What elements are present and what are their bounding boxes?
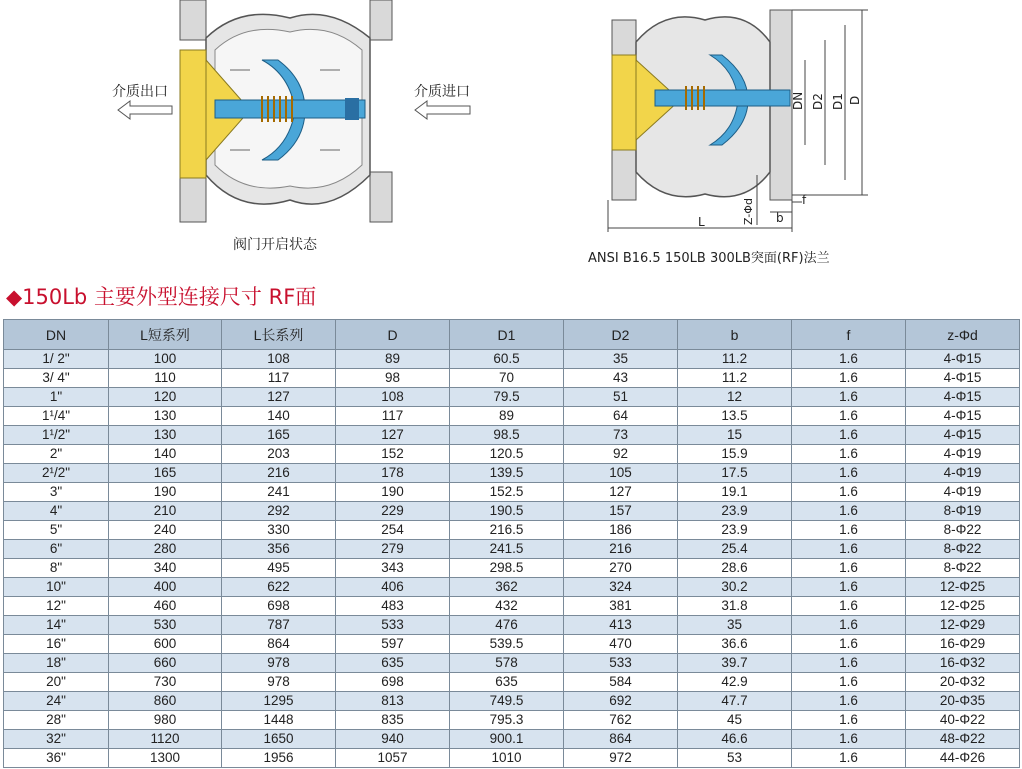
table-cell: 100 [109, 350, 222, 369]
table-cell: 241.5 [450, 540, 564, 559]
column-header: D1 [450, 320, 564, 350]
table-cell: 46.6 [678, 730, 792, 749]
table-cell: 190.5 [450, 502, 564, 521]
table-cell: 48-Φ22 [906, 730, 1020, 749]
column-header: L长系列 [222, 320, 336, 350]
dim-d1-label: D1 [831, 93, 845, 110]
table-cell: 216 [564, 540, 678, 559]
table-cell: 1.6 [792, 673, 906, 692]
table-row [4, 730, 1020, 749]
table-cell: 597 [336, 635, 450, 654]
table-cell: 14" [4, 616, 109, 635]
table-cell: 940 [336, 730, 450, 749]
table-cell: 3" [4, 483, 109, 502]
table-header [4, 320, 1020, 350]
table-cell: 12-Φ25 [906, 597, 1020, 616]
table-row [4, 654, 1020, 673]
table-cell: 1.6 [792, 730, 906, 749]
table-cell: 120 [109, 388, 222, 407]
table-cell: 13.5 [678, 407, 792, 426]
table-cell: 539.5 [450, 635, 564, 654]
table-cell: 1.6 [792, 388, 906, 407]
header-row [4, 320, 1020, 350]
table-cell: 32" [4, 730, 109, 749]
table-cell: 972 [564, 749, 678, 768]
table-cell: 356 [222, 540, 336, 559]
table-cell: 12-Φ29 [906, 616, 1020, 635]
table-row [4, 711, 1020, 730]
table-cell: 47.7 [678, 692, 792, 711]
table-cell: 1057 [336, 749, 450, 768]
table-cell: 20-Φ35 [906, 692, 1020, 711]
table-cell: 12" [4, 597, 109, 616]
table-cell: 1.6 [792, 711, 906, 730]
table-cell: 28" [4, 711, 109, 730]
table-cell: 24" [4, 692, 109, 711]
table-cell: 140 [109, 445, 222, 464]
table-cell: 210 [109, 502, 222, 521]
table-cell: 660 [109, 654, 222, 673]
table-cell: 60.5 [450, 350, 564, 369]
column-header: D2 [564, 320, 678, 350]
table-cell: 1.6 [792, 635, 906, 654]
table-row [4, 540, 1020, 559]
table-row [4, 559, 1020, 578]
section-title: ◆150Lb 主要外型连接尺寸 RF面 [6, 285, 317, 309]
table-cell: 127 [564, 483, 678, 502]
table-cell: 432 [450, 597, 564, 616]
table-row [4, 521, 1020, 540]
table-cell: 120.5 [450, 445, 564, 464]
table-row [4, 445, 1020, 464]
table-cell: 36" [4, 749, 109, 768]
table-cell: 23.9 [678, 502, 792, 521]
table-cell: 1.6 [792, 407, 906, 426]
table-cell: 240 [109, 521, 222, 540]
table-cell: 20" [4, 673, 109, 692]
table-cell: 79.5 [450, 388, 564, 407]
table-cell: 127 [336, 426, 450, 445]
table-row [4, 616, 1020, 635]
table-cell: 157 [564, 502, 678, 521]
table-row [4, 502, 1020, 521]
valve-open-diagram [112, 0, 470, 253]
table-cell: 1.6 [792, 464, 906, 483]
table-cell: 25.4 [678, 540, 792, 559]
table-cell: 270 [564, 559, 678, 578]
table-cell: 110 [109, 369, 222, 388]
table-cell: 864 [222, 635, 336, 654]
table-cell: 1.6 [792, 616, 906, 635]
table-cell: 1.6 [792, 540, 906, 559]
table-cell: 343 [336, 559, 450, 578]
table-cell: 108 [336, 388, 450, 407]
table-cell: 152 [336, 445, 450, 464]
outlet-label: 介质出口 [112, 84, 168, 100]
dim-d-label: D [848, 95, 862, 105]
table-cell: 1.6 [792, 483, 906, 502]
table-cell: 1.6 [792, 502, 906, 521]
table-cell: 35 [678, 616, 792, 635]
table-cell: 15 [678, 426, 792, 445]
table-row [4, 692, 1020, 711]
table-cell: 17.5 [678, 464, 792, 483]
table-cell: 1" [4, 388, 109, 407]
table-cell: 10" [4, 578, 109, 597]
table-cell: 1.6 [792, 369, 906, 388]
table-cell: 1.6 [792, 350, 906, 369]
table-cell: 45 [678, 711, 792, 730]
table-cell: 1.6 [792, 559, 906, 578]
table-row [4, 407, 1020, 426]
table-cell: 900.1 [450, 730, 564, 749]
table-cell: 178 [336, 464, 450, 483]
table-cell: 16" [4, 635, 109, 654]
left-diagram-caption: 阀门开启状态 [233, 237, 317, 253]
table-cell: 31.8 [678, 597, 792, 616]
table-cell: 470 [564, 635, 678, 654]
table-cell: 18" [4, 654, 109, 673]
table-cell: 15.9 [678, 445, 792, 464]
table-cell: 152.5 [450, 483, 564, 502]
table-cell: 12 [678, 388, 792, 407]
table-cell: 127 [222, 388, 336, 407]
table-cell: 4-Φ15 [906, 426, 1020, 445]
table-cell: 190 [109, 483, 222, 502]
table-cell: 203 [222, 445, 336, 464]
table-cell: 73 [564, 426, 678, 445]
table-cell: 578 [450, 654, 564, 673]
table-cell: 8-Φ22 [906, 540, 1020, 559]
table-cell: 749.5 [450, 692, 564, 711]
table-cell: 140 [222, 407, 336, 426]
table-cell: 42.9 [678, 673, 792, 692]
table-cell: 292 [222, 502, 336, 521]
dim-zd-label: Z-Φd [742, 198, 755, 225]
column-header: L短系列 [109, 320, 222, 350]
table-cell: 1.6 [792, 654, 906, 673]
table-cell: 533 [336, 616, 450, 635]
table-cell: 978 [222, 673, 336, 692]
valve-diagrams [0, 0, 1022, 275]
table-row [4, 483, 1020, 502]
table-cell: 70 [450, 369, 564, 388]
table-cell: 16-Φ32 [906, 654, 1020, 673]
table-cell: 4-Φ15 [906, 350, 1020, 369]
table-cell: 89 [450, 407, 564, 426]
table-cell: 89 [336, 350, 450, 369]
table-row [4, 749, 1020, 768]
table-cell: 117 [336, 407, 450, 426]
table-cell: 53 [678, 749, 792, 768]
table-cell: 108 [222, 350, 336, 369]
dim-l-label: L [698, 215, 705, 229]
table-cell: 43 [564, 369, 678, 388]
table-cell: 6" [4, 540, 109, 559]
table-cell: 835 [336, 711, 450, 730]
table-cell: 280 [109, 540, 222, 559]
table-cell: 635 [336, 654, 450, 673]
table-cell: 19.1 [678, 483, 792, 502]
table-cell: 8-Φ22 [906, 559, 1020, 578]
table-cell: 190 [336, 483, 450, 502]
table-cell: 530 [109, 616, 222, 635]
table-cell: 117 [222, 369, 336, 388]
table-cell: 1300 [109, 749, 222, 768]
table-cell: 2¹/2" [4, 464, 109, 483]
table-cell: 298.5 [450, 559, 564, 578]
table-cell: 533 [564, 654, 678, 673]
table-cell: 130 [109, 426, 222, 445]
table-row [4, 350, 1020, 369]
table-cell: 165 [109, 464, 222, 483]
table-cell: 1448 [222, 711, 336, 730]
table-row [4, 426, 1020, 445]
table-cell: 105 [564, 464, 678, 483]
table-cell: 241 [222, 483, 336, 502]
table-row [4, 369, 1020, 388]
table-row [4, 464, 1020, 483]
table-cell: 8-Φ19 [906, 502, 1020, 521]
table-cell: 1.6 [792, 521, 906, 540]
table-cell: 600 [109, 635, 222, 654]
table-cell: 1956 [222, 749, 336, 768]
table-cell: 787 [222, 616, 336, 635]
table-cell: 216.5 [450, 521, 564, 540]
table-cell: 692 [564, 692, 678, 711]
table-cell: 11.2 [678, 350, 792, 369]
table-cell: 254 [336, 521, 450, 540]
table-cell: 730 [109, 673, 222, 692]
table-cell: 330 [222, 521, 336, 540]
table-cell: 1/ 2" [4, 350, 109, 369]
table-cell: 762 [564, 711, 678, 730]
table-cell: 3/ 4" [4, 369, 109, 388]
table-cell: 186 [564, 521, 678, 540]
table-cell: 8" [4, 559, 109, 578]
table-cell: 139.5 [450, 464, 564, 483]
table-cell: 1.6 [792, 445, 906, 464]
table-cell: 8-Φ22 [906, 521, 1020, 540]
table-cell: 98.5 [450, 426, 564, 445]
table-cell: 23.9 [678, 521, 792, 540]
table-cell: 4-Φ15 [906, 388, 1020, 407]
table-cell: 400 [109, 578, 222, 597]
table-cell: 4-Φ19 [906, 445, 1020, 464]
table-row [4, 673, 1020, 692]
valve-dimension-diagram [588, 10, 868, 266]
table-cell: 584 [564, 673, 678, 692]
table-cell: 1.6 [792, 692, 906, 711]
table-cell: 40-Φ22 [906, 711, 1020, 730]
table-cell: 20-Φ32 [906, 673, 1020, 692]
table-cell: 4-Φ19 [906, 464, 1020, 483]
table-row [4, 635, 1020, 654]
table-cell: 864 [564, 730, 678, 749]
table-cell: 2" [4, 445, 109, 464]
right-diagram-caption: ANSI B16.5 150LB 300LB突面(RF)法兰 [588, 251, 830, 266]
table-cell: 698 [222, 597, 336, 616]
table-cell: 860 [109, 692, 222, 711]
table-cell: 35 [564, 350, 678, 369]
table-cell: 130 [109, 407, 222, 426]
table-cell: 4" [4, 502, 109, 521]
table-cell: 64 [564, 407, 678, 426]
table-cell: 362 [450, 578, 564, 597]
table-cell: 4-Φ15 [906, 407, 1020, 426]
table-cell: 1.6 [792, 578, 906, 597]
table-cell: 98 [336, 369, 450, 388]
table-row [4, 597, 1020, 616]
table-cell: 44-Φ26 [906, 749, 1020, 768]
table-cell: 1.6 [792, 749, 906, 768]
spec-table [3, 319, 1020, 768]
table-cell: 165 [222, 426, 336, 445]
table-cell: 795.3 [450, 711, 564, 730]
table-cell: 980 [109, 711, 222, 730]
column-header: DN [4, 320, 109, 350]
table-cell: 1650 [222, 730, 336, 749]
table-cell: 340 [109, 559, 222, 578]
table-cell: 495 [222, 559, 336, 578]
table-cell: 5" [4, 521, 109, 540]
table-cell: 39.7 [678, 654, 792, 673]
table-cell: 51 [564, 388, 678, 407]
dim-dn-label: DN [791, 91, 805, 110]
table-cell: 11.2 [678, 369, 792, 388]
table-cell: 1295 [222, 692, 336, 711]
table-cell: 36.6 [678, 635, 792, 654]
table-cell: 1.6 [792, 597, 906, 616]
table-cell: 92 [564, 445, 678, 464]
table-cell: 28.6 [678, 559, 792, 578]
table-cell: 635 [450, 673, 564, 692]
table-cell: 406 [336, 578, 450, 597]
table-body [4, 350, 1020, 768]
table-cell: 483 [336, 597, 450, 616]
table-cell: 460 [109, 597, 222, 616]
table-row [4, 578, 1020, 597]
table-cell: 279 [336, 540, 450, 559]
table-cell: 4-Φ15 [906, 369, 1020, 388]
table-cell: 216 [222, 464, 336, 483]
dim-b-label: b [776, 211, 784, 225]
table-cell: 1010 [450, 749, 564, 768]
table-cell: 4-Φ19 [906, 483, 1020, 502]
table-cell: 1¹/4" [4, 407, 109, 426]
table-cell: 698 [336, 673, 450, 692]
table-cell: 1.6 [792, 426, 906, 445]
column-header: z-Φd [906, 320, 1020, 350]
inlet-label: 介质进口 [414, 84, 470, 100]
table-cell: 1120 [109, 730, 222, 749]
table-cell: 813 [336, 692, 450, 711]
table-cell: 622 [222, 578, 336, 597]
dim-d2-label: D2 [811, 93, 825, 110]
table-cell: 12-Φ25 [906, 578, 1020, 597]
table-cell: 413 [564, 616, 678, 635]
dim-f-label: f [802, 193, 807, 207]
column-header: D [336, 320, 450, 350]
table-cell: 476 [450, 616, 564, 635]
table-row [4, 388, 1020, 407]
table-cell: 229 [336, 502, 450, 521]
column-header: b [678, 320, 792, 350]
column-header: f [792, 320, 906, 350]
table-cell: 1¹/2" [4, 426, 109, 445]
table-cell: 16-Φ29 [906, 635, 1020, 654]
table-cell: 381 [564, 597, 678, 616]
table-cell: 978 [222, 654, 336, 673]
table-cell: 324 [564, 578, 678, 597]
table-cell: 30.2 [678, 578, 792, 597]
